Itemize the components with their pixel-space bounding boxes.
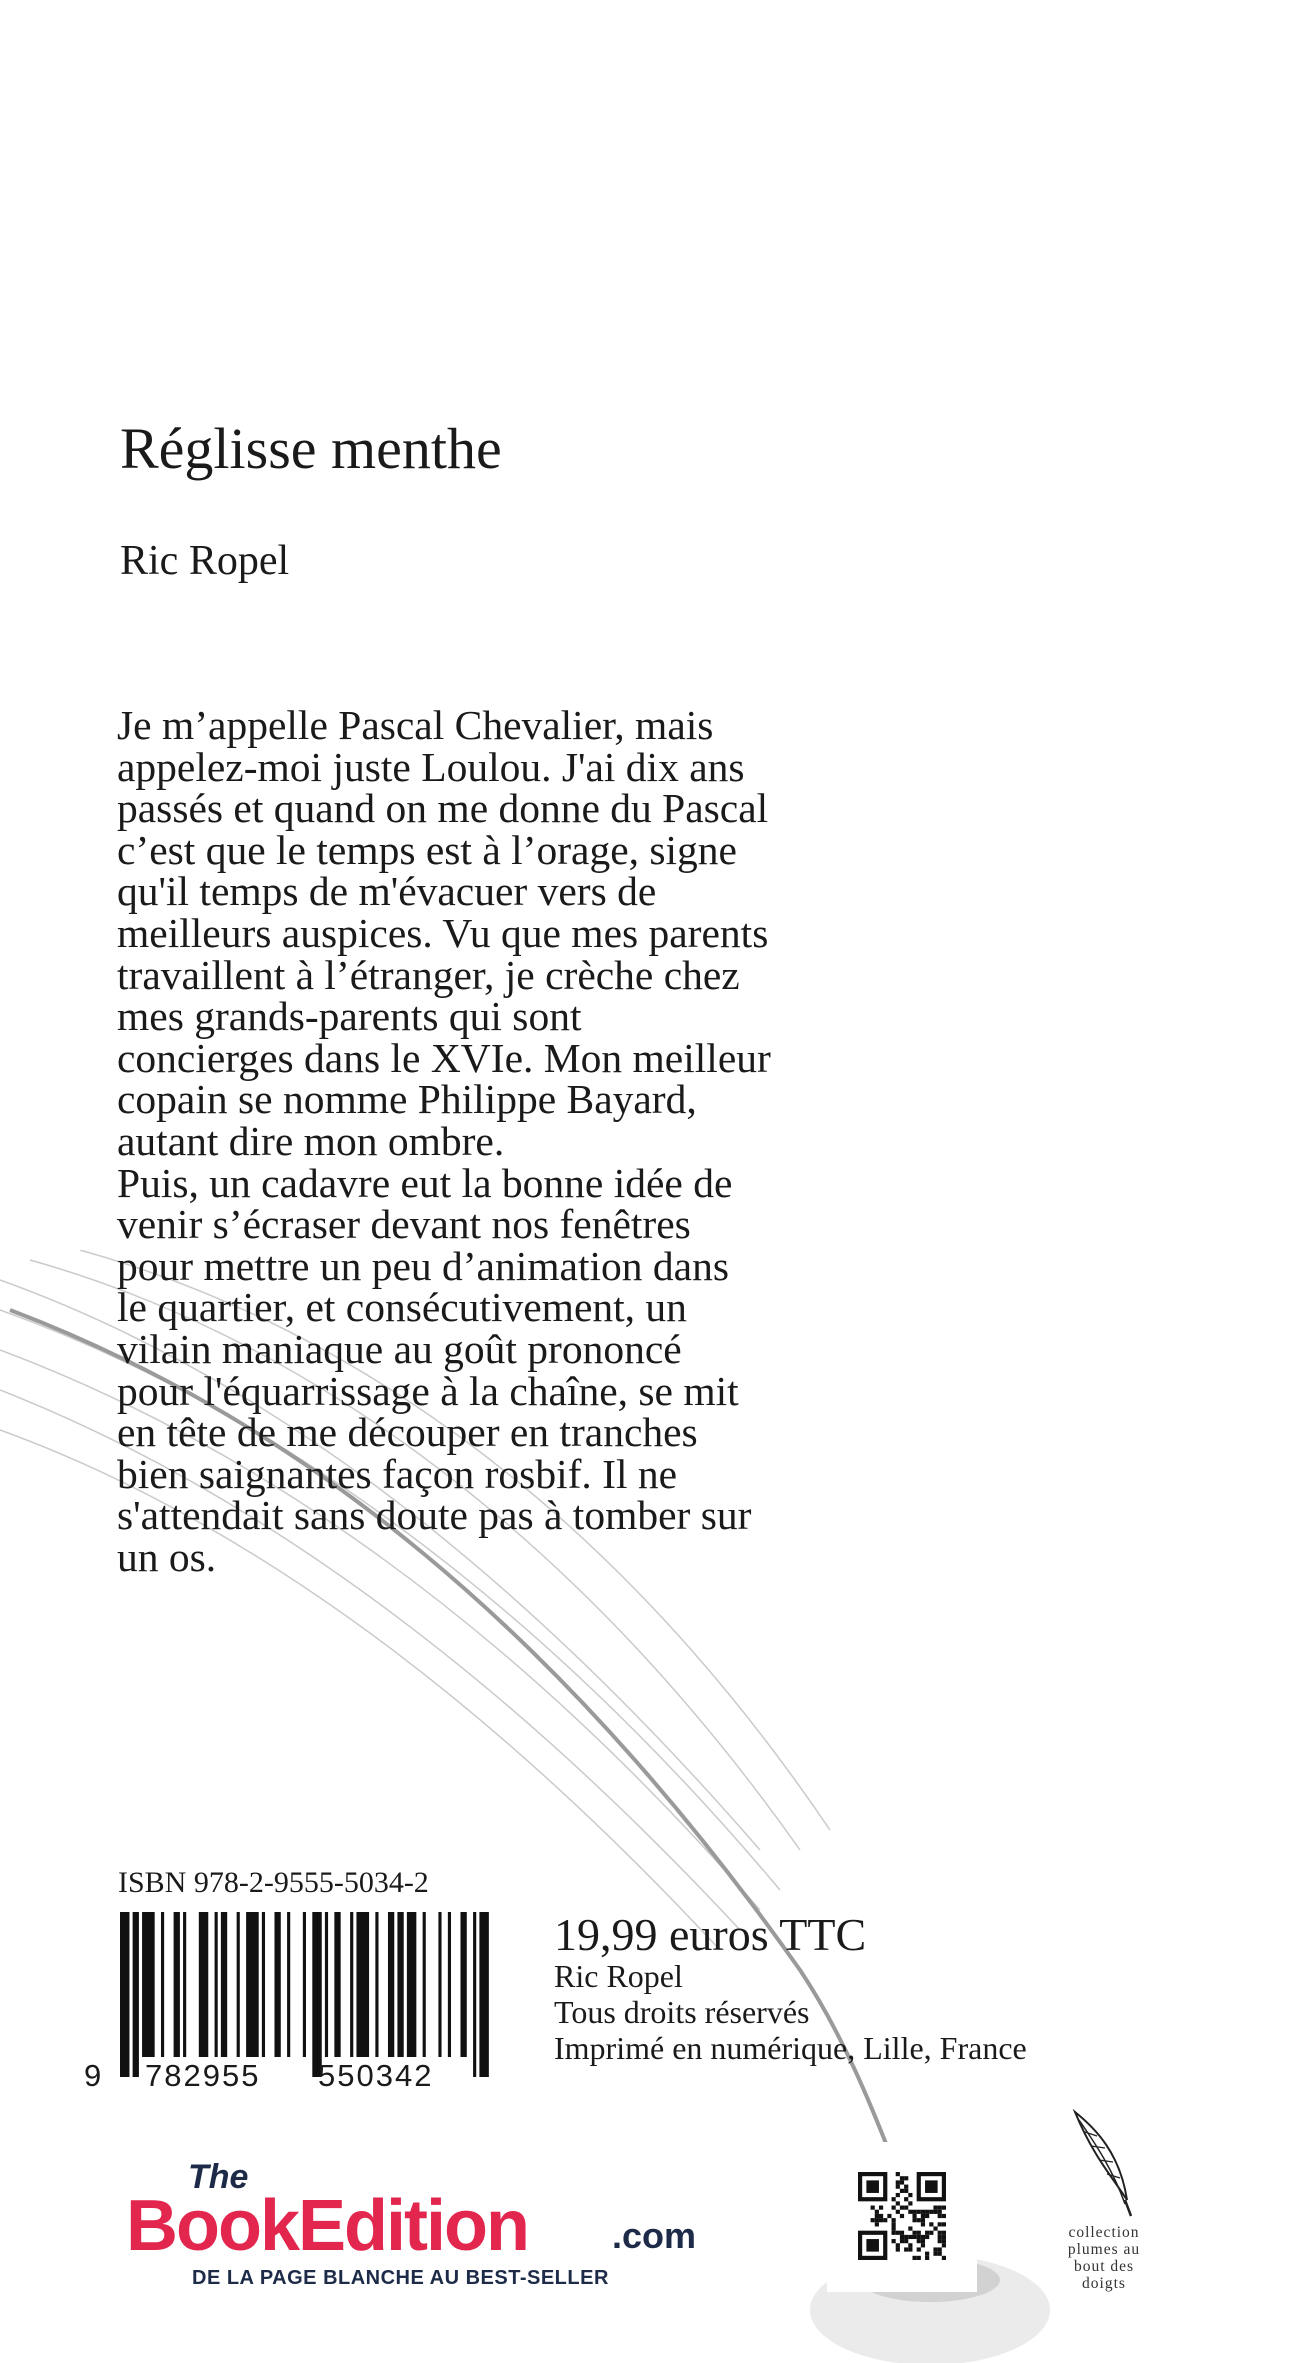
barcode-bar [287,1912,290,2057]
qr-module [892,2222,896,2226]
isbn-label: ISBN 978-2-9555-5034-2 [118,1866,429,1899]
qr-module [871,2218,875,2222]
blurb-line: vilain maniaque au goût prononcé [117,1325,682,1372]
qr-module [925,2214,929,2218]
barcode-bar [388,1912,394,2057]
qr-module [917,2218,921,2222]
qr-module [912,2231,916,2235]
qr-module [904,2206,908,2210]
blurb-line: Puis, un cadavre eut la bonne idée de [117,1159,733,1206]
qr-code-panel [827,2142,977,2292]
blurb-line: bien saignantes façon rosbif. Il ne [117,1450,678,1497]
price: 19,99 euros TTC [554,1909,867,1960]
qr-module [938,2252,942,2256]
barcode-bar [274,1912,280,2057]
qr-module [921,2214,925,2218]
barcode-bar [237,1912,240,2057]
qr-module [875,2214,879,2218]
publisher-name: BookEdition [126,2186,528,2266]
barcode [120,1912,492,2077]
qr-module [904,2185,908,2189]
qr-module [908,2201,912,2205]
qr-module [896,2210,900,2214]
qr-module [938,2210,942,2214]
qr-module [908,2243,912,2247]
blurb-line: meilleurs auspices. Vu que mes parents [117,909,769,956]
qr-module [879,2206,883,2210]
barcode-bar [448,1912,451,2057]
qr-module [917,2231,921,2235]
qr-module [900,2214,904,2218]
publisher-domain: .com [612,2215,697,2256]
qr-module [917,2256,921,2260]
blurb-line: concierges dans le XVIe. Mon meilleur [117,1034,771,1081]
qr-module [912,2210,916,2214]
qr-module [904,2235,908,2239]
qr-module [925,2256,929,2260]
qr-module [896,2231,900,2235]
qr-module [942,2235,946,2239]
blurb-line: en tête de me découper en tranches [117,1409,698,1456]
qr-module [942,2243,946,2247]
barcode-bar [473,1912,476,2077]
blurb-line: copain se nomme Philippe Bayard, [117,1076,697,1123]
qr-module [933,2247,937,2251]
qr-module [908,2235,912,2239]
qr-module [908,2226,912,2230]
barcode-bar [375,1912,378,2057]
qr-module [917,2239,921,2243]
qr-module [938,2214,942,2218]
qr-module [896,2172,900,2176]
qr-module [917,2235,921,2239]
blurb-line: appelez-moi juste Loulou. J'ai dix ans [117,743,745,790]
qr-module [933,2210,937,2214]
barcode-digits-right: 550342 [318,2058,434,2093]
qr-module [942,2214,946,2218]
qr-module [875,2222,879,2226]
qr-module [908,2210,912,2214]
book-author: Ric Ropel [120,538,290,584]
blurb-line: Je m’appelle Pascal Chevalier, mais [117,702,714,748]
qr-module [900,2176,904,2180]
blurb-line: un os. [117,1533,217,1580]
barcode-bar [334,1912,340,2057]
qr-module [929,2222,933,2226]
qr-module [929,2231,933,2235]
qr-module [892,2231,896,2235]
qr-module [929,2210,933,2214]
qr-module [904,2189,908,2193]
qr-module [933,2226,937,2230]
barcode-bar [215,1912,218,2057]
qr-module [896,2243,900,2247]
barcode-bar [325,1912,328,2057]
blurb-line: travaillent à l’étranger, je crèche chez [117,951,740,998]
qr-module [900,2231,904,2235]
barcode-bar [262,1912,265,2057]
qr-module [892,2218,896,2222]
qr-module [938,2222,942,2226]
quill-icon [1065,2108,1145,2218]
barcode-bar [174,1912,180,2057]
blurb-line: pour l'équarrissage à la chaîne, se mit [117,1367,739,1414]
barcode-bar [460,1912,466,2057]
barcode-bar [479,1912,488,2077]
qr-module [892,2197,896,2201]
qr-module [921,2210,925,2214]
qr-module [912,2256,916,2260]
qr-module [896,2247,900,2251]
qr-module [900,2189,904,2193]
barcode-bar [199,1912,208,2057]
qr-module [938,2239,942,2243]
qr-module [904,2247,908,2251]
barcode-bar [407,1912,416,2057]
barcode-bar [312,1912,321,2077]
qr-module [925,2210,929,2214]
qr-module [921,2235,925,2239]
qr-module [933,2206,937,2210]
book-blurb [117,702,997,1580]
qr-module [892,2206,896,2210]
qr-module [896,2180,900,2184]
qr-module [921,2218,925,2222]
qr-module [925,2180,938,2193]
book-title: Réglisse menthe [120,416,502,481]
blurb-line: passés et quand on me donne du Pascal [117,785,769,832]
publisher-the: The [188,2158,249,2196]
qr-module [883,2218,887,2222]
barcode-bar [356,1912,369,2057]
rights-line: Tous droits réservés [554,1994,810,2030]
qr-module [900,2206,904,2210]
qr-module [887,2214,891,2218]
barcode-bar [438,1912,441,2057]
qr-module [912,2235,916,2239]
qr-module [912,2214,916,2218]
blurb-line: pour mettre un peu d’animation dans [117,1242,729,1289]
publisher-logo [126,2160,726,2290]
qr-module [942,2222,946,2226]
qr-module [875,2218,879,2222]
barcode-bar [423,1912,426,2057]
qr-module [896,2193,900,2197]
qr-module [900,2239,904,2243]
blurb-line: qu'il temps de m'évacuer vers de [117,868,657,915]
barcode-digit-first: 9 [84,2058,104,2093]
barcode-bar [133,1912,139,2077]
qr-module [938,2206,942,2210]
qr-module [917,2247,921,2251]
printing-line: Imprimé en numérique, Lille, France [554,2030,1027,2066]
qr-module [871,2206,875,2210]
blurb-line: mes grands-parents qui sont [117,993,582,1040]
qr-module [892,2226,896,2230]
blurb-line: s'attendait sans doute pas à tomber sur [117,1492,752,1539]
qr-module [904,2176,908,2180]
qr-module [933,2252,937,2256]
qr-module [896,2201,900,2205]
barcode-bar [120,1912,129,2077]
barcode-bar [221,1912,227,2057]
qr-module [938,2231,942,2235]
qr-module [925,2235,929,2239]
barcode-bar [397,1912,403,2057]
qr-module [921,2239,925,2243]
barcode-bar [161,1912,164,2057]
collection-label: collection plumes au bout des doigts [1067,2224,1141,2292]
qr-module [879,2218,883,2222]
qr-module [900,2180,904,2184]
qr-module [908,2193,912,2197]
qr-module [925,2252,929,2256]
qr-module [942,2231,946,2235]
barcode-bar [183,1912,186,2057]
qr-module [904,2197,908,2201]
publisher-tagline: DE LA PAGE BLANCHE AU BEST-SELLER [192,2267,609,2289]
blurb-line: autant dire mon ombre. [117,1117,505,1164]
qr-module [938,2235,942,2239]
qr-module [942,2206,946,2210]
qr-module [875,2210,879,2214]
qr-module [925,2231,929,2235]
qr-module [942,2239,946,2243]
qr-module [896,2185,900,2189]
qr-module [904,2239,908,2243]
qr-module [900,2235,904,2239]
barcode-bar [246,1912,259,2057]
barcode-bar [350,1912,353,2057]
qr-module [942,2256,946,2260]
barcode-bar [142,1912,155,2057]
blurb-line: le quartier, et consécutivement, un [117,1284,687,1331]
qr-module [879,2214,883,2218]
qr-module [921,2222,925,2226]
qr-module [892,2239,896,2243]
qr-module [866,2180,879,2193]
qr-module [866,2239,879,2252]
blurb-line: venir s’écraser devant nos fenêtres [117,1201,691,1248]
author-line: Ric Ropel [554,1958,683,1994]
qr-module [908,2247,912,2251]
barcode-bar [303,1912,306,2057]
qr-module [921,2243,925,2247]
qr-code-icon [858,2172,946,2260]
barcode-digits-left: 782955 [145,2058,261,2093]
qr-module [917,2210,921,2214]
qr-module [912,2218,916,2222]
blurb-line: c’est que le temps est à l’orage, signe [117,826,737,873]
qr-module [938,2247,942,2251]
